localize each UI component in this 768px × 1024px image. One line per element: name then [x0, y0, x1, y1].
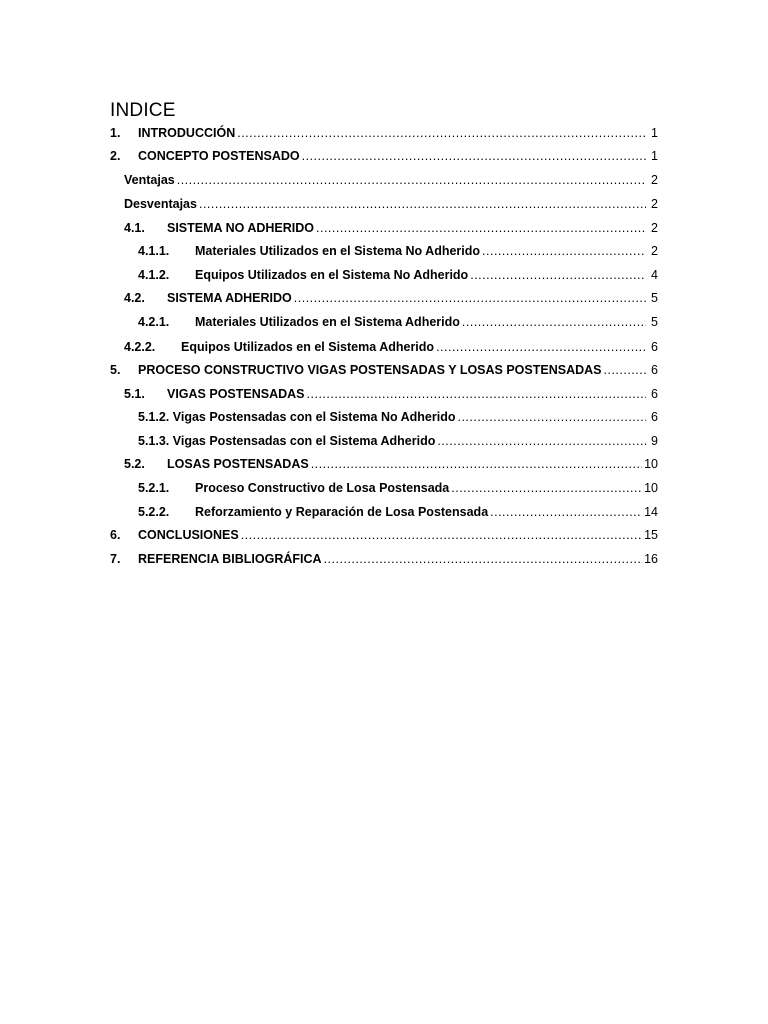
toc-entry-page: 2: [651, 244, 658, 258]
toc-entry-page: 16: [644, 552, 658, 566]
toc-leader-dots: [237, 126, 646, 140]
toc-leader-dots: [436, 340, 646, 354]
toc-leader-dots: [199, 197, 646, 211]
toc-entry-equipos-adherido[interactable]: [124, 340, 658, 358]
toc-entry-number: 4.1.: [124, 221, 145, 235]
toc-entry-text: 5.1.3. Vigas Postensadas con el Sistema Adherido: [138, 434, 436, 448]
toc-entry-introduccion[interactable]: [110, 126, 658, 144]
toc-entry-text: Equipos Utilizados en el Sistema No Adherido: [195, 268, 469, 282]
toc-entry-text: Proceso Constructivo de Losa Postensada: [195, 481, 450, 495]
toc-entry-reforzamiento-losa[interactable]: [138, 505, 658, 523]
toc-entry-number: 5.2.1.: [138, 481, 170, 495]
toc-leader-dots: [604, 363, 646, 377]
toc-leader-dots: [324, 552, 643, 566]
toc-entry-text: LOSAS POSTENSADAS: [167, 457, 309, 471]
toc-entry-page: 6: [651, 387, 658, 401]
toc-entry-number: 4.2.2.: [124, 340, 156, 354]
toc-entry-number: 4.2.: [124, 291, 145, 305]
toc-entry-page: 6: [651, 340, 658, 354]
toc-entry-number: 4.2.1.: [138, 315, 170, 329]
toc-entry-text: Materiales Utilizados en el Sistema No Adherido: [195, 244, 481, 258]
toc-entry-number: 5.: [110, 363, 121, 377]
toc-entry-text: SISTEMA NO ADHERIDO: [167, 221, 314, 235]
toc-entry-text: INTRODUCCIÓN: [138, 126, 236, 140]
toc-entry-text: CONCEPTO POSTENSADO: [138, 149, 300, 163]
toc-leader-dots: [451, 481, 642, 495]
toc-entry-text: Equipos Utilizados en el Sistema Adherido: [181, 340, 435, 354]
toc-entry-page: 5: [651, 291, 658, 305]
toc-leader-dots: [241, 528, 642, 542]
toc-entry-page: 1: [651, 149, 658, 163]
toc-leader-dots: [307, 387, 646, 401]
toc-entry-page: 15: [644, 528, 658, 542]
toc-leader-dots: [470, 268, 646, 282]
toc-entry-text: CONCLUSIONES: [138, 528, 239, 542]
toc-entry-page: 5: [651, 315, 658, 329]
toc-leader-dots: [437, 434, 646, 448]
toc-leader-dots: [482, 244, 646, 258]
toc-entry-number: 1.: [110, 126, 121, 140]
toc-entry-referencia-bibliografica[interactable]: [110, 552, 658, 570]
toc-entry-vigas-adherido[interactable]: [138, 434, 658, 452]
toc-entry-number: 5.1.: [124, 387, 145, 401]
toc-leader-dots: [302, 149, 646, 163]
toc-entry-page: 1: [651, 126, 658, 140]
toc-entry-vigas-no-adherido[interactable]: [138, 410, 658, 428]
toc-entry-page: 14: [644, 505, 658, 519]
toc-entry-sistema-adherido[interactable]: [124, 291, 658, 309]
toc-entry-text: Ventajas: [124, 173, 175, 187]
toc-entry-text: 5.1.2. Vigas Postensadas con el Sistema No Adherido: [138, 410, 456, 424]
toc-leader-dots: [462, 315, 646, 329]
toc-leader-dots: [490, 505, 642, 519]
toc-entry-text: Reforzamiento y Reparación de Losa Postensada: [195, 505, 489, 519]
toc-entry-materiales-no-adherido[interactable]: [138, 244, 658, 262]
toc-entry-number: 4.1.2.: [138, 268, 170, 282]
toc-entry-text: SISTEMA ADHERIDO: [167, 291, 292, 305]
toc-entry-page: 2: [651, 173, 658, 187]
toc-entry-number: 2.: [110, 149, 121, 163]
toc-entry-proceso-losa[interactable]: [138, 481, 658, 499]
toc-leader-dots: [316, 221, 646, 235]
toc-entry-page: 6: [651, 410, 658, 424]
toc-title: INDICE: [110, 100, 176, 121]
toc-entry-vigas-postensadas[interactable]: [124, 387, 658, 405]
toc-entry-sistema-no-adherido[interactable]: [124, 221, 658, 239]
toc-entry-losas-postensadas[interactable]: [124, 457, 658, 475]
toc-entry-proceso-constructivo[interactable]: [110, 363, 658, 381]
toc-entry-equipos-no-adherido[interactable]: [138, 268, 658, 286]
toc-entry-page: 9: [651, 434, 658, 448]
toc-entry-conclusiones[interactable]: [110, 528, 658, 546]
toc-entry-text: REFERENCIA BIBLIOGRÁFICA: [138, 552, 322, 566]
toc-entry-page: 10: [644, 457, 658, 471]
toc-entry-number: 7.: [110, 552, 121, 566]
toc-entry-desventajas[interactable]: [124, 197, 658, 215]
toc-entry-page: 2: [651, 221, 658, 235]
toc-entry-page: 2: [651, 197, 658, 211]
toc-entry-page: 4: [651, 268, 658, 282]
toc-entry-page: 6: [651, 363, 658, 377]
toc-entry-text: PROCESO CONSTRUCTIVO VIGAS POSTENSADAS Y LOSAS POSTENSADAS: [138, 363, 602, 377]
toc-entry-page: 10: [644, 481, 658, 495]
toc-leader-dots: [294, 291, 646, 305]
toc-entry-number: 5.2.2.: [138, 505, 170, 519]
toc-leader-dots: [177, 173, 646, 187]
toc-entry-concepto-postensado[interactable]: [110, 149, 658, 167]
toc-entry-number: 5.2.: [124, 457, 145, 471]
toc-entry-text: Desventajas: [124, 197, 197, 211]
toc-entry-text: Materiales Utilizados en el Sistema Adherido: [195, 315, 460, 329]
toc-entry-number: 6.: [110, 528, 121, 542]
toc-leader-dots: [457, 410, 646, 424]
toc-entry-ventajas[interactable]: [124, 173, 658, 191]
toc-entry-materiales-adherido[interactable]: [138, 315, 658, 333]
toc-entry-text: VIGAS POSTENSADAS: [167, 387, 305, 401]
toc-entry-number: 4.1.1.: [138, 244, 170, 258]
toc-leader-dots: [311, 457, 642, 471]
